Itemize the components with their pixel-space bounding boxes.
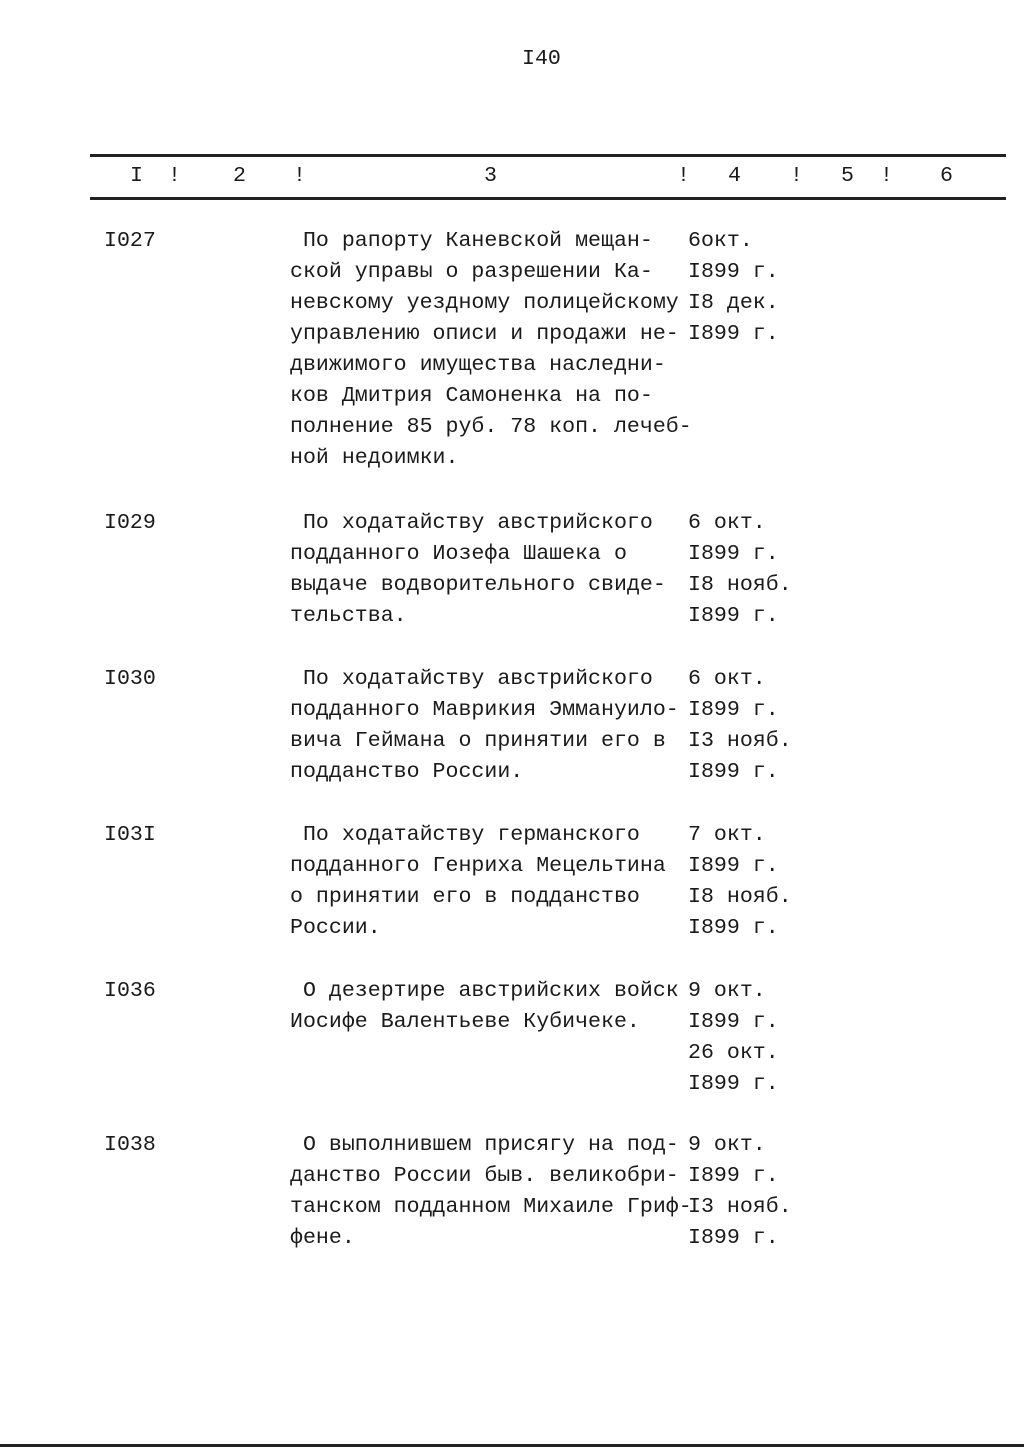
- date-line: 26 окт.: [688, 1041, 779, 1065]
- description-line: По ходатайству германского: [290, 823, 640, 847]
- date-line: I899 г.: [688, 1010, 779, 1034]
- description-line: движимого имущества наследни-: [290, 353, 666, 377]
- date-line: I899 г.: [688, 916, 779, 940]
- description-line: подданного Иозефа Шашека о: [290, 542, 627, 566]
- description-line: невскому уездному полицейскому: [290, 291, 679, 315]
- date-line: I3 нояб.: [688, 729, 792, 753]
- date-line: 6 окт.: [688, 667, 766, 691]
- date-line: I8 нояб.: [688, 573, 792, 597]
- date-line: I899 г.: [688, 698, 779, 722]
- date-line: I899 г.: [688, 604, 779, 628]
- entry-number: I036: [104, 979, 156, 1003]
- table-header-rule: [90, 197, 1006, 200]
- entry-number: I03I: [104, 823, 156, 847]
- column-header: I: [130, 164, 143, 188]
- column-header: 3: [484, 164, 497, 188]
- date-line: I899 г.: [688, 542, 779, 566]
- date-line: 6окт.: [688, 229, 753, 253]
- description-line: выдаче водворительного свиде-: [290, 573, 666, 597]
- description-line: танском подданном Михаиле Гриф-: [290, 1195, 692, 1219]
- description-line: По рапорту Каневской мещан-: [290, 229, 653, 253]
- description-line: По ходатайству австрийского: [290, 511, 653, 535]
- description-line: о принятии его в подданство: [290, 885, 640, 909]
- entry-number: I027: [104, 229, 156, 253]
- column-separator: !: [293, 164, 306, 188]
- column-header: 4: [728, 164, 741, 188]
- description-line: России.: [290, 916, 381, 940]
- description-line: ской управы о разрешении Ка-: [290, 260, 653, 284]
- date-line: I8 нояб.: [688, 885, 792, 909]
- date-line: I899 г.: [688, 1164, 779, 1188]
- column-header: 5: [841, 164, 854, 188]
- description-line: подданного Генриха Мецельтина: [290, 854, 666, 878]
- column-separator: !: [790, 164, 803, 188]
- description-line: ков Дмитрия Самоненка на по-: [290, 384, 653, 408]
- date-line: I899 г.: [688, 760, 779, 784]
- bottom-rule: [0, 1444, 1024, 1447]
- description-line: По ходатайству австрийского: [290, 667, 653, 691]
- description-line: вича Геймана о принятии его в: [290, 729, 666, 753]
- date-line: I899 г.: [688, 1226, 779, 1250]
- date-line: I8 дек.: [688, 291, 779, 315]
- date-line: I899 г.: [688, 322, 779, 346]
- description-line: полнение 85 руб. 78 коп. лечеб-: [290, 415, 692, 439]
- description-line: данство России быв. великобри-: [290, 1164, 679, 1188]
- description-line: О дезертире австрийских войск: [290, 979, 679, 1003]
- description-line: подданного Маврикия Эммануило-: [290, 698, 679, 722]
- page-number: I40: [522, 47, 561, 71]
- date-line: I899 г.: [688, 854, 779, 878]
- entry-number: I029: [104, 511, 156, 535]
- description-line: управлению описи и продажи не-: [290, 322, 679, 346]
- description-line: подданство России.: [290, 760, 524, 784]
- column-separator: !: [677, 164, 690, 188]
- date-line: 9 окт.: [688, 1133, 766, 1157]
- date-line: I899 г.: [688, 1072, 779, 1096]
- date-line: 9 окт.: [688, 979, 766, 1003]
- table-top-rule: [90, 154, 1006, 157]
- description-line: фене.: [290, 1226, 355, 1250]
- date-line: 7 окт.: [688, 823, 766, 847]
- date-line: I899 г.: [688, 260, 779, 284]
- entry-number: I038: [104, 1133, 156, 1157]
- column-separator: !: [880, 164, 893, 188]
- entry-number: I030: [104, 667, 156, 691]
- description-line: тельства.: [290, 604, 407, 628]
- date-line: 6 окт.: [688, 511, 766, 535]
- date-line: I3 нояб.: [688, 1195, 792, 1219]
- column-separator: !: [168, 164, 181, 188]
- description-line: ной недоимки.: [290, 446, 459, 470]
- description-line: Иосифе Валентьеве Кубичеке.: [290, 1010, 640, 1034]
- description-line: О выполнившем присягу на под-: [290, 1133, 679, 1157]
- column-header: 2: [233, 164, 246, 188]
- column-header: 6: [940, 164, 953, 188]
